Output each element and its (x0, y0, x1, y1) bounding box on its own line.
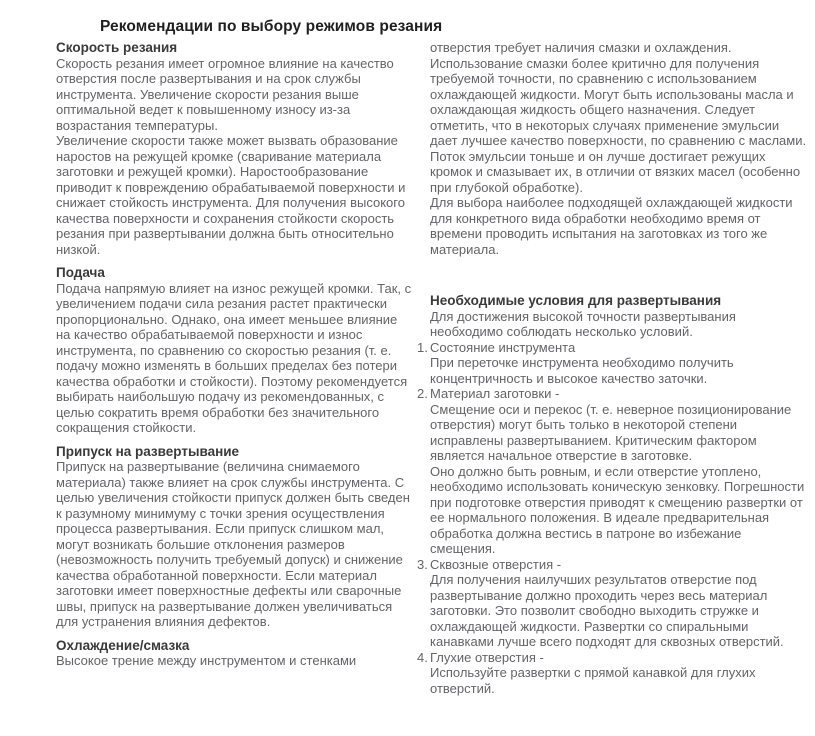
section-cooling-lubrication (56, 638, 412, 669)
section-reaming-allowance (56, 444, 412, 630)
section-cutting-speed (56, 40, 412, 257)
list-item-title: Состояние инструмента (430, 339, 576, 355)
list-item-body: Используйте развертки с прямой канавкой для глухих отверстий. (430, 665, 756, 696)
paragraph: Для выбора наиболее подходящей охлаждающей жидкости для конкретного вида обработки необходимо время от времени проводить испытания на заготовках из того же материала. (430, 195, 793, 257)
list-item (417, 340, 807, 387)
paragraph: Для достижения высокой точности развертывания необходимо соблюдать несколько условий. (430, 308, 736, 339)
section-heading: Скорость резания (56, 40, 178, 55)
list-item-content (430, 340, 807, 387)
section-heading: Подача (56, 265, 105, 280)
paragraph: Высокое трение между инструментом и стенками (56, 653, 357, 668)
paragraph: Увеличение скорости также может вызвать образование наростов на режущей кромке (сваривание материала заготовки и режущей кромки). Наростообразование приводит к повреждению обрабатываемой поверхности и снижает стойкость инструмента. Для получения высокого качества поверхности и сохранения стойкости скорость резания при развертывании должна быть относительно низкой. (56, 133, 406, 257)
list-item-title: Материал заготовки - (430, 386, 560, 401)
list-item-title: Сквозные отверстия - (430, 556, 562, 572)
list-item-number: 3. (417, 556, 428, 572)
list-item-body: При переточке инструмента необходимо получить концентричность и высокое качество заточки. (430, 355, 734, 386)
list-item-body: Оно должно быть ровным, и если отверстие утоплено, необходимо использовать коническую зенковку. Погрешности при подготовке отверстия приводят к смещению развертки от ее нормального положения. В идеале предварительная обработка должна вестись в патроне во избежание смещения. (430, 463, 805, 556)
left-column (56, 40, 412, 669)
section-reaming-conditions (417, 293, 807, 696)
list-item-content (430, 650, 807, 697)
conditions-list (417, 340, 807, 697)
list-item-body: Для получения наилучших результатов отверстие под развертывание должно проходить через весь материал заготовки. Это позволит свободно выходить стружке и охлаждающей жидкости. Развертки со спиральными канавками лучше всего подходят для сквозных отверстий. (430, 572, 784, 649)
list-item (417, 386, 807, 557)
list-item-number: 2. (417, 386, 428, 401)
paragraph: Припуск на развертывание (величина снимаемого материала) также влияет на срок службы инструмента. С целью увеличения стойкости припуск должен быть сведен к разумному минимуму с точки зрения осуществления процесса развертывания. Если припуск слишком мал, могут возникать большие отклонения размеров (невозможность получить требуемый допуск) и снижение качества обработанной поверхности. Если материал заготовки имеет поверхностные дефекты или сварочные швы, припуск на развертывание должен увеличиваться для устранения влияния дефектов. (56, 459, 410, 629)
list-item-title: Глухие отверстия - (430, 649, 544, 665)
page-title: Рекомендации по выбору режимов резания (100, 18, 443, 36)
list-item-content (430, 386, 807, 557)
list-item-number: 4. (417, 649, 428, 665)
list-item-number: 1. (417, 339, 428, 355)
right-column (417, 40, 807, 696)
section-feed (56, 265, 412, 436)
list-item (417, 650, 807, 697)
paragraph: Скорость резания имеет огромное влияние на качество отверстия после развертывания и на срок службы инструмента. Увеличение скорости резания выше оптимальной ведет к повышенному износу из-за возрастания температуры. (56, 55, 394, 133)
list-item-content (430, 557, 807, 650)
section-heading: Охлаждение/смазка (56, 637, 190, 653)
list-item-body: Смещение оси и перекос (т. е. неверное позиционирование отверстия) могут быть только в некоторой степени исправлены развертыванием. Критическим фактором является начальное отверстие в заготовке. (430, 401, 792, 463)
section-heading: Необходимые условия для развертывания (430, 293, 722, 308)
list-item (417, 557, 807, 650)
section-heading: Припуск на развертывание (56, 443, 240, 459)
paragraph: отверстия требует наличия смазки и охлаждения. Использование смазки более критично для получения требуемой точности, по сравнению с использованием охлаждающей жидкости. Могут быть использованы масла и охлаждающая жидкость общего назначения. Следует отметить, что в некоторых случаях применение эмульсии дает лучшее качество поверхности, по сравнению с маслами. Поток эмульсии тоньше и он лучше достигает режущих кромок и смазывает их, в отличии от вязких масел (особенно при глубокой обработке). (430, 40, 807, 195)
paragraph: Подача напрямую влияет на износ режущей кромки. Так, с увеличением подачи сила резания растет практически пропорционально. Однако, она имеет меньшее влияние на качество обрабатываемой поверхности и износ инструмента, по сравнению со скоростью резания (т. е. подачу можно изменять в больших пределах без потери качества обработки и стойкости). Поэтому рекомендуется выбирать наибольшую подачу из рекомендованных, с целью сократить время обработки без значительного сокращения стойкости. (56, 280, 412, 435)
